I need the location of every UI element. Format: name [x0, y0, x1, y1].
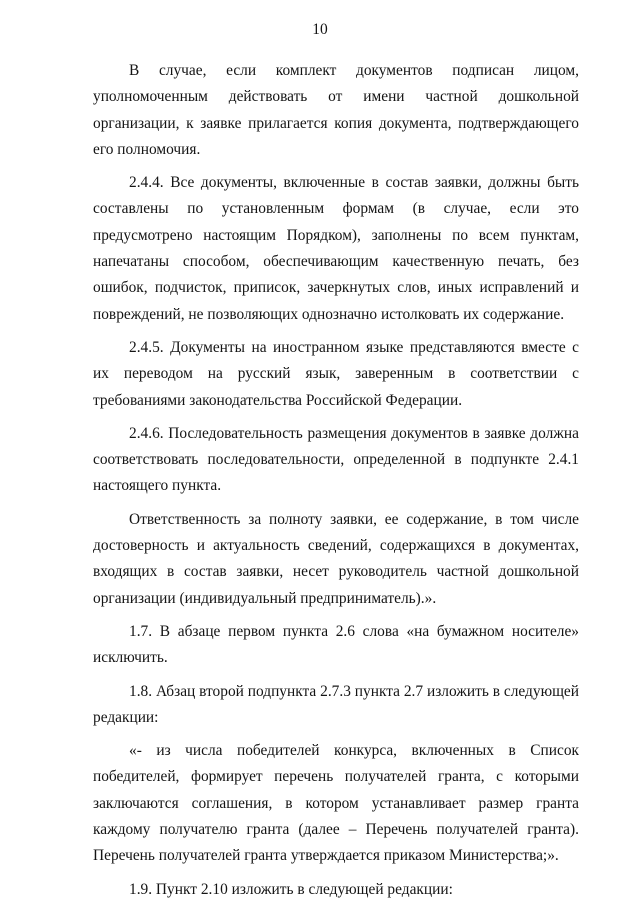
paragraph-2-4-4: 2.4.4. Все документы, включенные в состав заявки, должны быть составлены по установленным формам (в случае, если это предусмотрено настоящим Порядком), заполнены по всем пунктам, напечатаны способом, обеспечивающим качественную печать, без ошибок, подчисток, приписок, зачеркнутых слов, иных исправлений и повреждений, не позволяющих однозначно истолковать их содержание. — [93, 174, 579, 323]
document-body — [93, 58, 579, 903]
paragraph-signature-authority: В случае, если комплект документов подписан лицом, уполномоченным действовать от имени частной дошкольной организации, к заявке прилагается копия документа, подтверждающего его полномочия. — [93, 62, 579, 158]
paragraph-responsibility: Ответственность за полноту заявки, ее содержание, в том числе достоверность и актуальность сведений, содержащихся в документах, входящих в состав заявки, несет руководитель частной дошкольной организации (индивидуальный предприниматель).». — [93, 510, 579, 607]
paragraph-quoted-amendment: «- из числа победителей конкурса, включенных в Список победителей, формирует перечень получателей гранта, с которыми заключаются соглашения, в котором устанавливает размер гранта каждому получателю гранта (далее – Перечень получателей гранта). Перечень получателей гранта утверждается приказом Министерства;». — [93, 742, 579, 865]
paragraph-2-4-5: 2.4.5. Документы на иностранном языке представляются вместе с их переводом на русский язык, заверенным в соответствии с требованиями законодательства Российской Федерации. — [93, 338, 579, 409]
paragraph-2-4-6: 2.4.6. Последовательность размещения документов в заявке должна соответствовать последовательности, определенной в подпункте 2.4.1 настоящего пункта. — [93, 424, 579, 495]
paragraph-1-9: 1.9. Пункт 2.10 изложить в следующей редакции: — [129, 880, 453, 898]
page-number: 10 — [312, 21, 328, 38]
paragraph-1-7: 1.7. В абзаце первом пункта 2.6 слова «на бумажном носителе» исключить. — [93, 622, 579, 667]
paragraph-1-8: 1.8. Абзац второй подпункта 2.7.3 пункта 2.7 изложить в следующей редакции: — [93, 682, 579, 726]
